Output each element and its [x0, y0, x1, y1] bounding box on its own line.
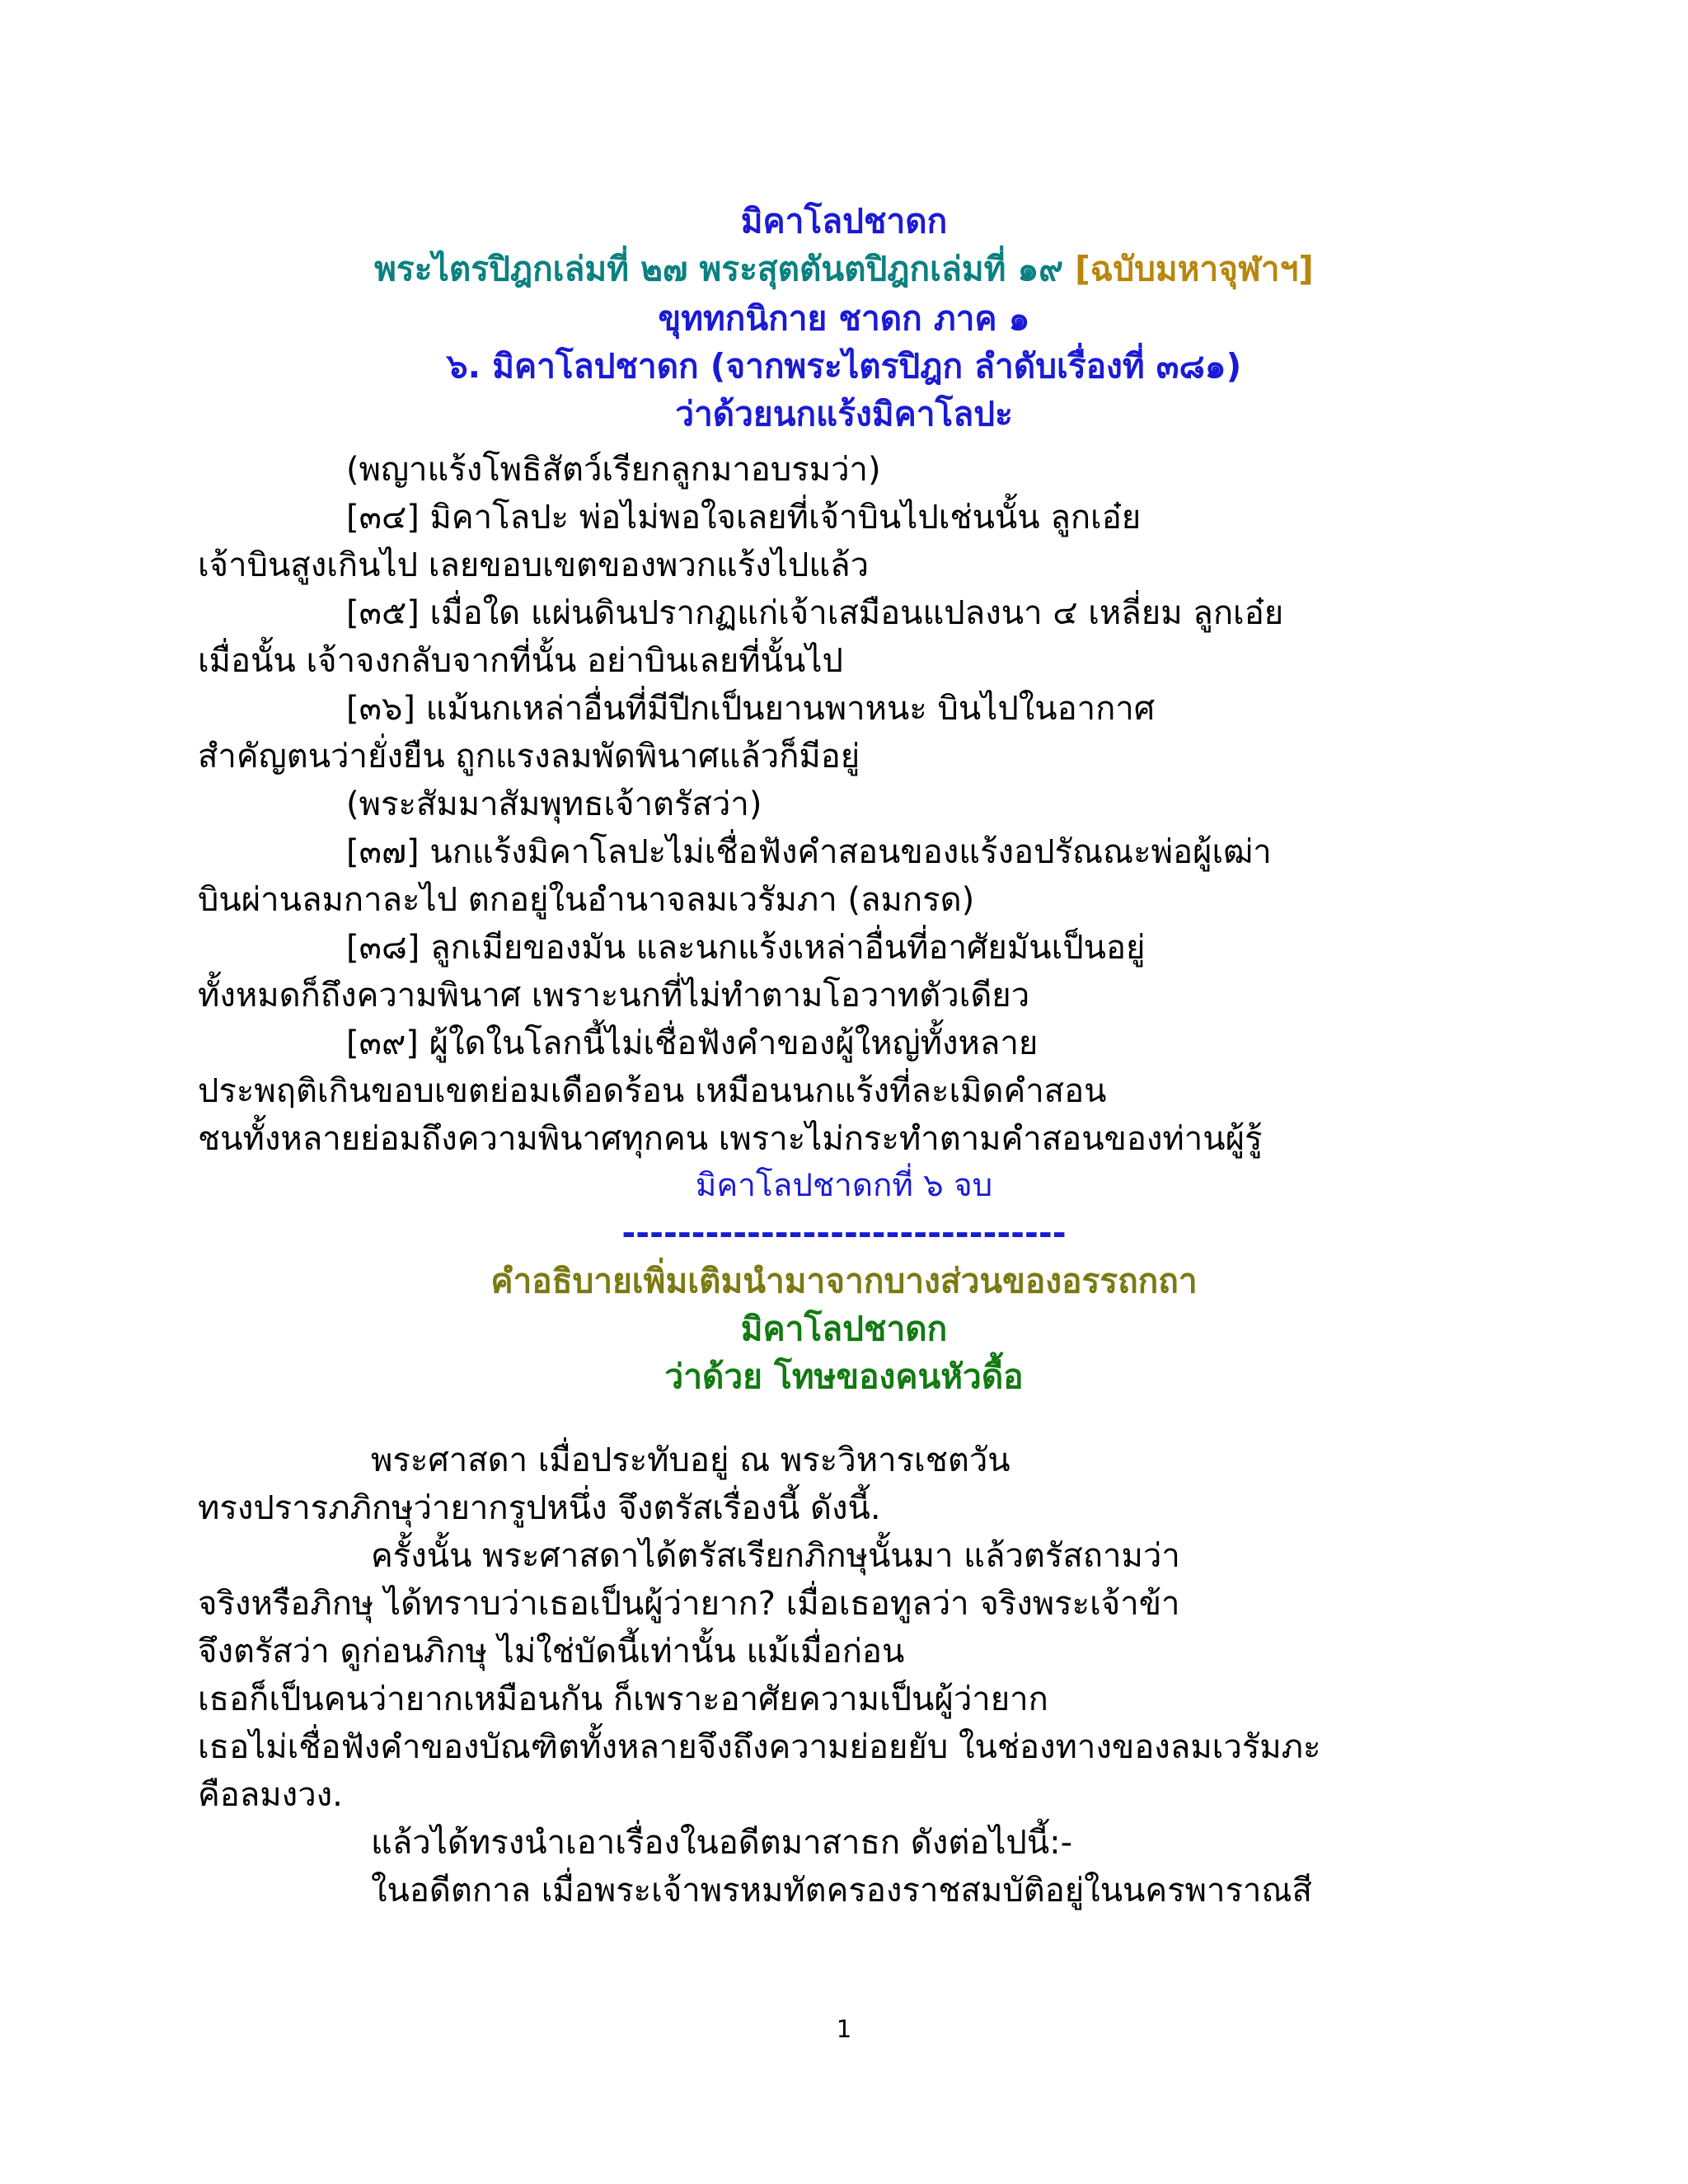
document-subtitle — [0, 249, 1688, 288]
verse-line: ทั้งหมดก็ถึงความพินาศ เพราะนกที่ไม่ทำตามโอวาทตัวเดียว — [198, 977, 1030, 1015]
subtitle-tripitaka: พระไตรปิฎกเล่มที่ ๒๗ พระสุตตันตปิฎกเล่มที่ ๑๙ — [374, 249, 1076, 288]
prose-line: เธอก็เป็นคนว่ายากเหมือนกัน ก็เพราะอาศัยความเป็นผู้ว่ายาก — [198, 1680, 1048, 1718]
verse-line: ประพฤติเกินขอบเขตย่อมเดือดร้อน เหมือนนกแร้งที่ละเมิดคำสอน — [198, 1072, 1107, 1110]
page-number: 1 — [836, 2015, 852, 2043]
prose-line: แล้วได้ทรงนำเอาเรื่องในอดีตมาสาธก ดังต่อไปนี้:- — [371, 1824, 1073, 1862]
verse-line: ชนทั้งหลายย่อมถึงความพินาศทุกคน เพราะไม่กระทำตามคำสอนของท่านผู้รู้ — [198, 1120, 1263, 1158]
document-title: มิคาโลปชาดก — [740, 201, 948, 241]
verse-line: [๓๔] มิคาโลปะ พ่อไม่พอใจเลยที่เจ้าบินไปเช่นนั้น ลูกเอ๋ย — [346, 499, 1142, 537]
prose-line: จึงตรัสว่า ดูก่อนภิกษุ ไม่ใช่บัดนี้เท่านั้น แม้เมื่อก่อน — [198, 1633, 905, 1671]
commentary-heading: คำอธิบายเพิ่มเติมนำมาจากบางส่วนของอรรถกถา — [490, 1261, 1198, 1301]
verse-line: [๓๙] ผู้ใดในโลกนี้ไม่เชื่อฟังคำของผู้ใหญ่ทั้งหลาย — [346, 1024, 1039, 1062]
verse-line: บินผ่านลมกาละไป ตกอยู่ในอำนาจลมเวรัมภา (ลมกรด) — [198, 881, 975, 919]
commentary-subtitle: ว่าด้วย โทษของคนหัวดื้อ — [664, 1357, 1024, 1396]
prose-line: ครั้งนั้น พระศาสดาได้ตรัสเรียกภิกษุนั้นมา แล้วตรัสถามว่า — [371, 1537, 1180, 1575]
verse-line: (พระสัมมาสัมพุทธเจ้าตรัสว่า) — [346, 785, 762, 823]
verse-line: [๓๘] ลูกเมียของมัน และนกแร้งเหล่าอื่นที่อาศัยมันเป็นอยู่ — [346, 929, 1146, 967]
prose-line: คือลมงวง. — [198, 1776, 343, 1814]
verse-line: เมื่อนั้น เจ้าจงกลับจากที่นั้น อย่าบินเลยที่นั้นไป — [198, 642, 843, 680]
verse-line: [๓๖] แม้นกเหล่าอื่นที่มีปีกเป็นยานพาหนะ บินไปในอากาศ — [346, 690, 1156, 728]
subtitle-edition: [ฉบับมหาจุฬาฯ] — [1075, 249, 1314, 288]
prose-line: เธอไม่เชื่อฟังคำของบัณฑิตทั้งหลายจึงถึงความย่อยยับ ในช่องทางของลมเวรัมภะ — [198, 1728, 1321, 1766]
topic-heading: ว่าด้วยนกแร้งมิคาโลปะ — [675, 394, 1013, 434]
chapter-heading: ๖. มิคาโลปชาดก (จากพระไตรปิฎก ลำดับเรื่องที่ ๓๘๑) — [446, 346, 1242, 386]
commentary-title: มิคาโลปชาดก — [740, 1309, 948, 1348]
verse-line: [๓๗] นกแร้งมิคาโลปะไม่เชื่อฟังคำสอนของแร้งอปรัณณะพ่อผู้เฒ่า — [346, 833, 1272, 871]
end-note: มิคาโลปชาดกที่ ๖ จบ — [695, 1167, 993, 1204]
prose-line: ทรงปรารภภิกษุว่ายากรูปหนึ่ง จึงตรัสเรื่องนี้ ดังนี้. — [198, 1489, 881, 1527]
collection-heading: ขุททกนิกาย ชาดก ภาค ๑ — [658, 298, 1030, 338]
prose-line: จริงหรือภิกษุ ได้ทราบว่าเธอเป็นผู้ว่ายาก? เมื่อเธอทูลว่า จริงพระเจ้าข้า — [198, 1585, 1180, 1623]
verse-line: (พญาแร้งโพธิสัตว์เรียกลูกมาอบรมว่า) — [346, 451, 881, 489]
verse-line: เจ้าบินสูงเกินไป เลยขอบเขตของพวกแร้งไปแล้ว — [198, 546, 870, 584]
separator-dashes: -------------------------------- — [621, 1213, 1067, 1253]
prose-line: พระศาสดา เมื่อประทับอยู่ ณ พระวิหารเชตวัน — [371, 1441, 1010, 1479]
prose-line: ในอดีตกาล เมื่อพระเจ้าพรหมทัตครองราชสมบัติอยู่ในนครพาราณสี — [371, 1872, 1312, 1910]
verse-line: [๓๕] เมื่อใด แผ่นดินปรากฏแก่เจ้าเสมือนแปลงนา ๔ เหลี่ยม ลูกเอ๋ย — [346, 594, 1284, 632]
verse-line: สำคัญตนว่ายั่งยืน ถูกแรงลมพัดพินาศแล้วก็มีอยู่ — [198, 738, 860, 776]
